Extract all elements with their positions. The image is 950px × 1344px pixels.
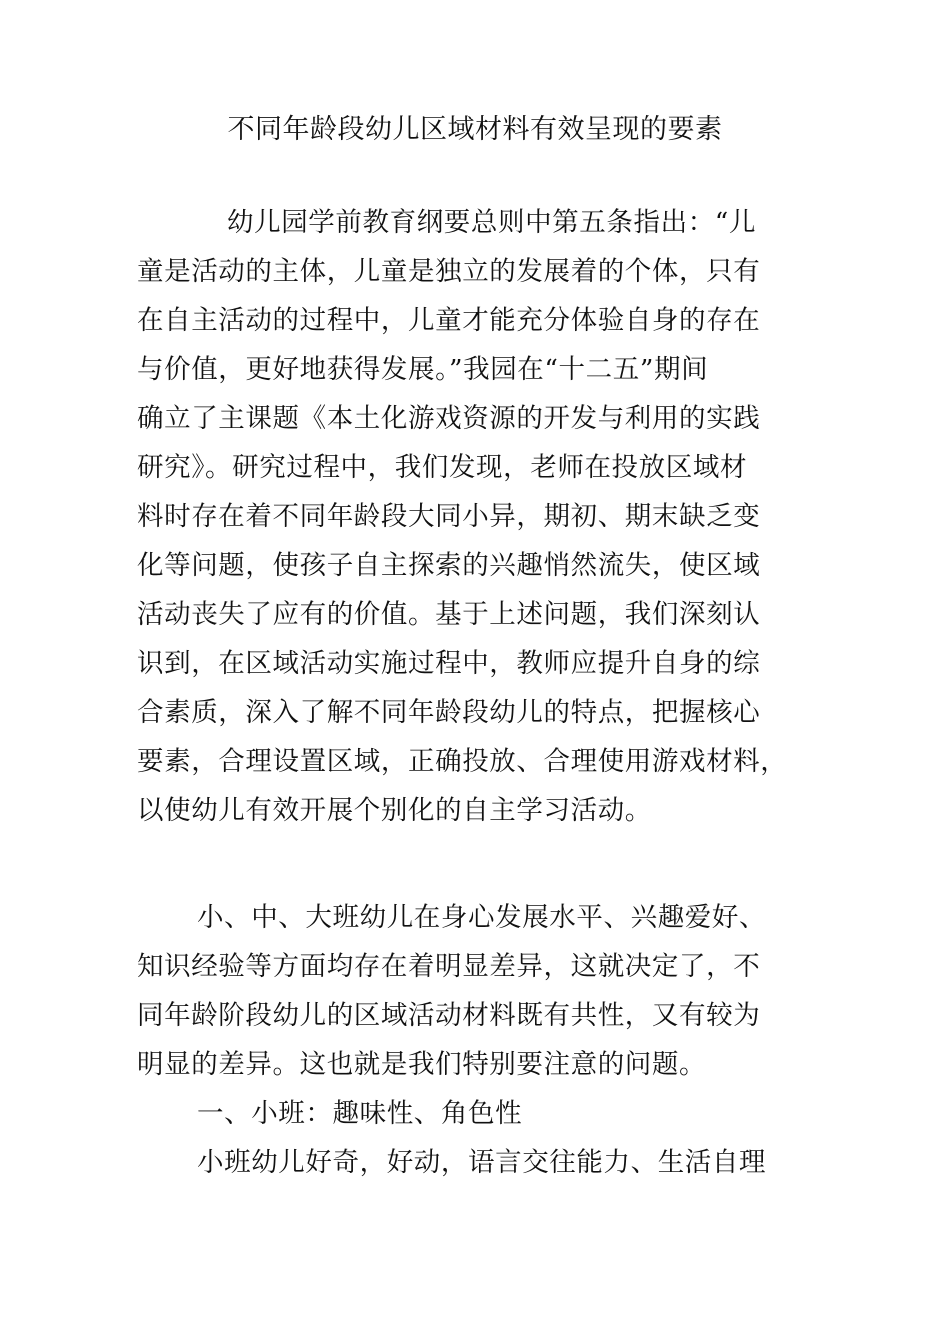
section-heading <box>137 1089 817 1138</box>
paragraph-line: 要素，合理设置区域，正确投放、合理使用游戏材料， <box>137 746 788 777</box>
paragraph-line: 化等问题，使孩子自主探索的兴趣悄然流失，使区域 <box>137 550 761 581</box>
paragraph-line: 幼儿园学前教育纲要总则中第五条指出：“儿 <box>227 207 757 238</box>
paragraph-line: 以使幼儿有效开展个别化的自主学习活动。 <box>137 795 652 826</box>
paragraph-line: 知识经验等方面均存在着明显差异，这就决定了，不 <box>137 951 761 982</box>
paragraph-age-differences <box>137 893 817 1089</box>
paragraph-line: 明显的差异。这也就是我们特别要注意的问题。 <box>137 1049 707 1080</box>
paragraph-line: 料时存在着不同年龄段大同小异，期初、期末缺乏变 <box>137 501 761 532</box>
paragraph-line: 在自主活动的过程中，儿童才能充分体验自身的存在 <box>137 305 761 336</box>
paragraph-line: 研究》。研究过程中，我们发现，老师在投放区域材 <box>137 452 748 483</box>
paragraph-line: 确立了主课题《本土化游戏资源的开发与利用的实践 <box>137 403 761 434</box>
paragraph-small-class <box>137 1138 817 1187</box>
paragraph-line: 活动丧失了应有的价值。基于上述问题，我们深刻认 <box>137 599 761 630</box>
paragraph-line: 识到，在区域活动实施过程中，教师应提升自身的综 <box>137 648 761 679</box>
paragraph-intro <box>137 198 817 835</box>
document-title: 不同年龄段幼儿区域材料有效呈现的要素 <box>227 114 723 145</box>
section-heading-text: 一、小班：趣味性、角色性 <box>197 1098 523 1129</box>
paragraph-line: 同年龄阶段幼儿的区域活动材料既有共性，又有较为 <box>137 1000 761 1031</box>
paragraph-line: 童是活动的主体，儿童是独立的发展着的个体，只有 <box>137 256 761 287</box>
paragraph-line: 小班幼儿好奇，好动，语言交往能力、生活自理 <box>197 1147 767 1178</box>
paragraph-line: 小、中、大班幼儿在身心发展水平、兴趣爱好、 <box>197 902 767 933</box>
paragraph-line: 合素质，深入了解不同年龄段幼儿的特点，把握核心 <box>137 697 761 728</box>
paragraph-line: 与价值，更好地获得发展。”我园在“十二五”期间 <box>137 354 709 385</box>
